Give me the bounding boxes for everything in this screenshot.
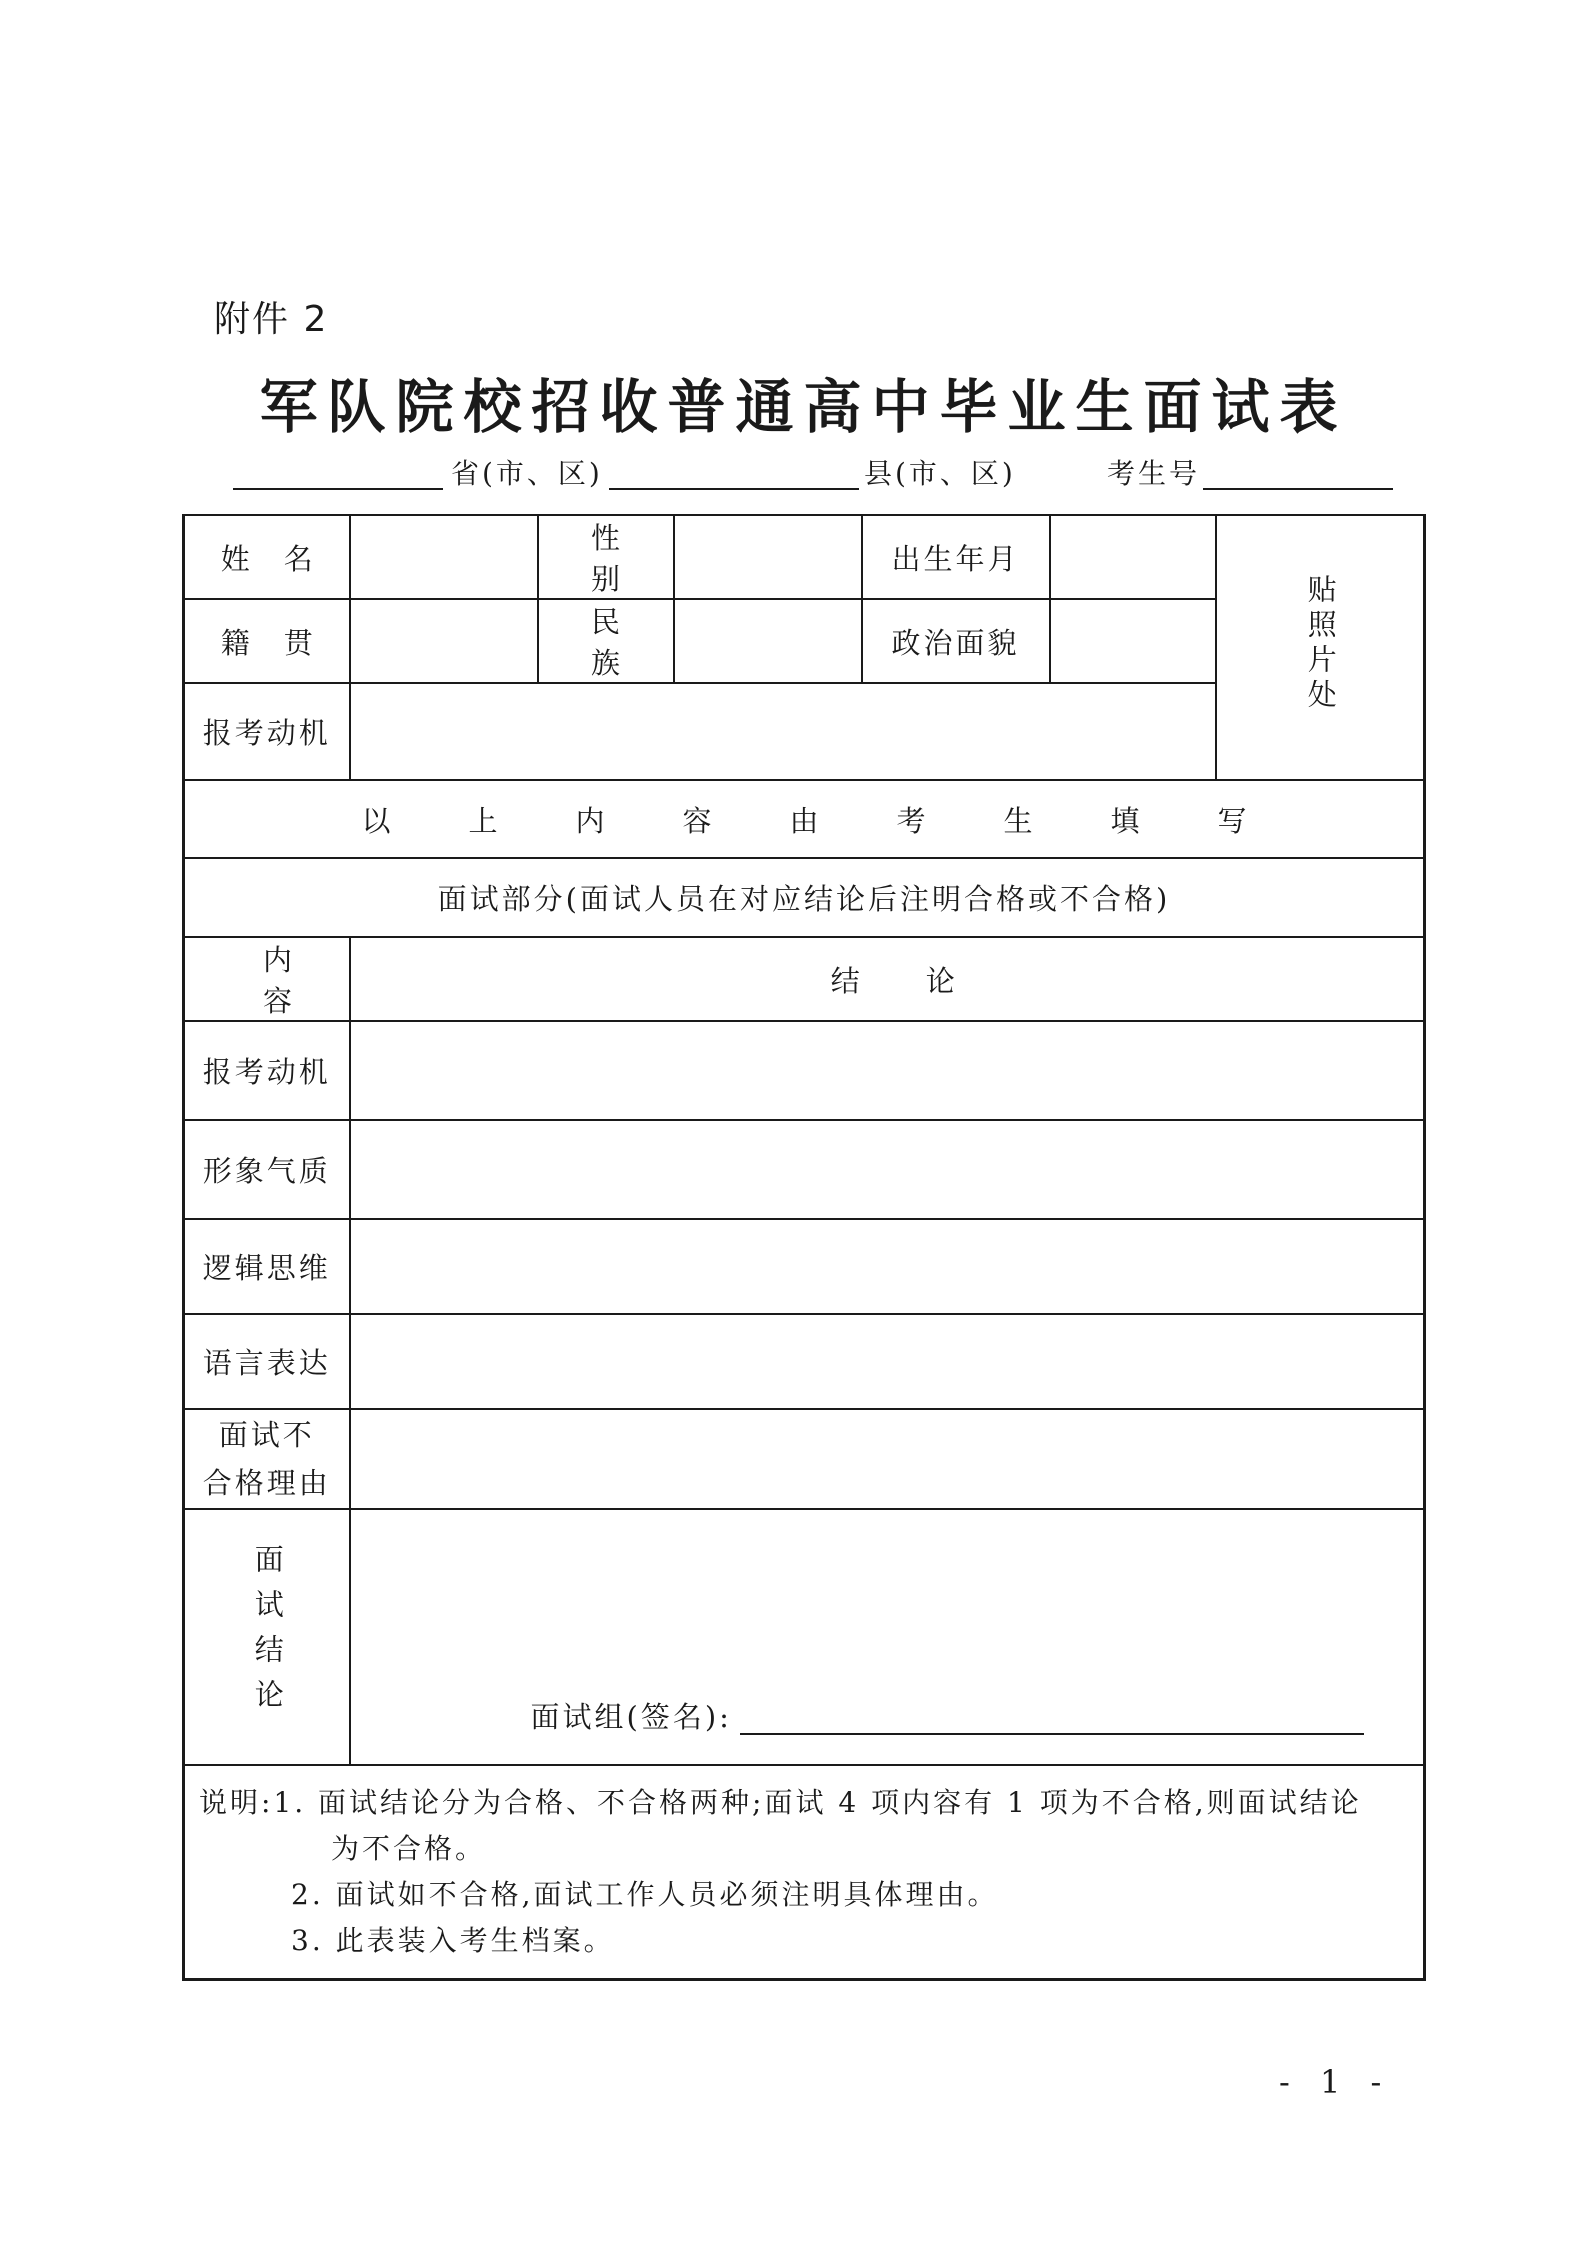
signature-blank[interactable] bbox=[740, 1733, 1364, 1735]
item-result-language[interactable] bbox=[350, 1314, 1425, 1409]
native-field[interactable] bbox=[350, 599, 538, 683]
native-label: 籍贯 bbox=[184, 599, 350, 683]
signature-line bbox=[531, 1695, 1364, 1736]
birth-field[interactable] bbox=[1050, 515, 1216, 599]
motive-field[interactable] bbox=[350, 683, 1216, 780]
applicant-row-1 bbox=[184, 515, 1425, 599]
ethnic-field[interactable] bbox=[674, 599, 862, 683]
result-label: 面试结论 bbox=[250, 1543, 285, 1724]
political-field[interactable] bbox=[1050, 599, 1216, 683]
note-3: 3. 此表装入考生档案。 bbox=[291, 1924, 615, 1957]
note-2: 2. 面试如不合格,面试工作人员必须注明具体理由。 bbox=[291, 1878, 999, 1911]
conclusion-col-header: 结论 bbox=[350, 937, 1425, 1021]
header-info-line bbox=[233, 452, 1393, 492]
gender-field[interactable] bbox=[674, 515, 862, 599]
item-row bbox=[184, 1021, 1425, 1120]
filled-by-note: 以上内容由考生填写 bbox=[184, 780, 1425, 858]
fail-reason-label bbox=[184, 1409, 350, 1509]
ethnic-label: 民族 bbox=[538, 599, 674, 683]
fail-reason-row bbox=[184, 1409, 1425, 1509]
result-field[interactable] bbox=[350, 1509, 1425, 1765]
item-result-logic[interactable] bbox=[350, 1219, 1425, 1314]
item-label-language: 语言表达 bbox=[184, 1314, 350, 1409]
interview-form-table bbox=[182, 514, 1426, 1981]
county-label: 县(市、区) bbox=[864, 457, 1016, 490]
exam-no-blank[interactable] bbox=[1203, 488, 1393, 490]
page-number: - 1 - bbox=[1279, 2063, 1392, 2101]
item-label-image: 形象气质 bbox=[184, 1120, 350, 1219]
column-header-row bbox=[184, 937, 1425, 1021]
fail-reason-label-line2: 合格理由 bbox=[202, 1466, 331, 1500]
notes-lead: 说明: bbox=[199, 1786, 274, 1819]
motive-label: 报考动机 bbox=[184, 683, 350, 780]
exam-no-label: 考生号 bbox=[1107, 457, 1201, 490]
item-row bbox=[184, 1314, 1425, 1409]
item-label-motive: 报考动机 bbox=[184, 1021, 350, 1120]
result-label-cell bbox=[184, 1509, 350, 1765]
political-label: 政治面貌 bbox=[862, 599, 1050, 683]
note-1a: 1. 面试结论分为合格、不合格两种;面试 4 项内容有 1 项为不合格,则面试结论 bbox=[273, 1786, 1362, 1819]
name-label: 姓名 bbox=[184, 515, 350, 599]
item-label-logic: 逻辑思维 bbox=[184, 1219, 350, 1314]
form-title: 军队院校招收普通高中毕业生面试表 bbox=[259, 373, 1348, 441]
signature-label: 面试组(签名): bbox=[530, 1700, 732, 1734]
item-row bbox=[184, 1120, 1425, 1219]
fail-reason-field[interactable] bbox=[350, 1409, 1425, 1509]
item-row bbox=[184, 1219, 1425, 1314]
province-label: 省(市、区) bbox=[451, 457, 603, 490]
interview-heading: 面试部分(面试人员在对应结论后注明合格或不合格) bbox=[184, 858, 1425, 937]
gender-label: 性别 bbox=[538, 515, 674, 599]
note-1b: 为不合格。 bbox=[331, 1832, 487, 1865]
photo-label: 贴照片处 bbox=[1303, 574, 1338, 714]
birth-label: 出生年月 bbox=[862, 515, 1050, 599]
notes-cell bbox=[184, 1765, 1425, 1980]
item-result-image[interactable] bbox=[350, 1120, 1425, 1219]
annex-label: 附件 2 bbox=[214, 299, 329, 340]
notes-row bbox=[184, 1765, 1425, 1980]
name-field[interactable] bbox=[350, 515, 538, 599]
fail-reason-label-line1: 面试不 bbox=[218, 1418, 315, 1452]
result-row bbox=[184, 1509, 1425, 1765]
county-blank[interactable] bbox=[609, 488, 859, 490]
photo-box[interactable] bbox=[1216, 515, 1425, 780]
filled-by-row bbox=[184, 780, 1425, 858]
province-blank[interactable] bbox=[233, 488, 443, 490]
interview-heading-row bbox=[184, 858, 1425, 937]
item-result-motive[interactable] bbox=[350, 1021, 1425, 1120]
content-col-header: 内容 bbox=[184, 937, 350, 1021]
